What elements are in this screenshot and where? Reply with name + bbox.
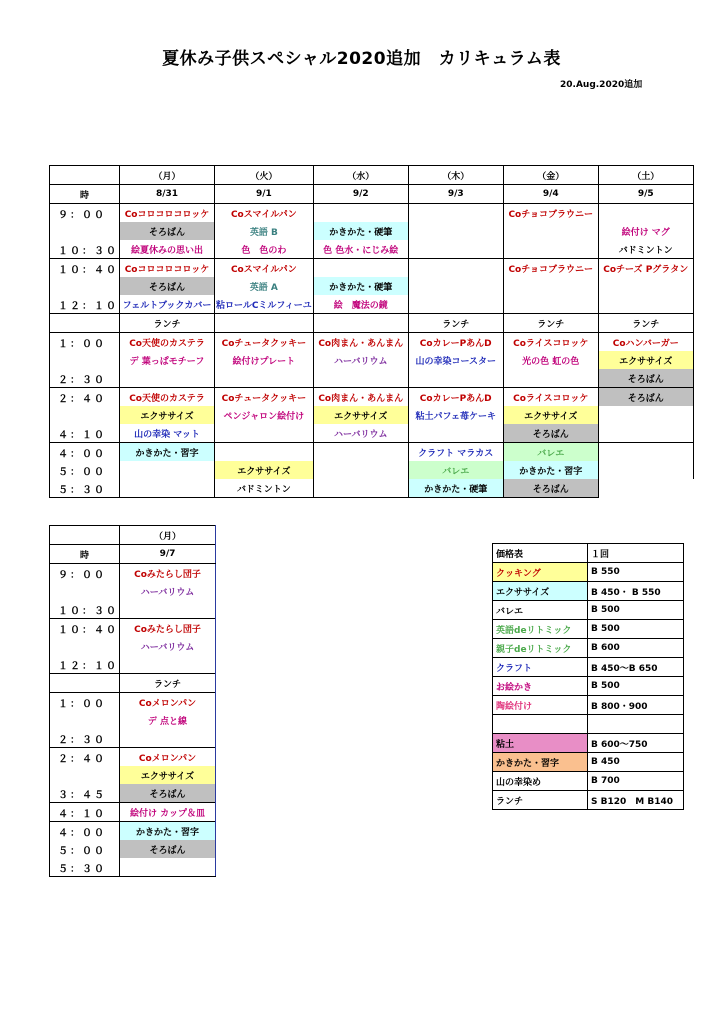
page-title: 夏休み子供スペシャル2020追加 カリキュラム表 — [162, 49, 561, 69]
time-label: ４：００ — [50, 822, 120, 841]
class-cell — [120, 655, 216, 674]
class-cell: そろばん — [120, 784, 216, 803]
price-value: B 700 — [588, 772, 684, 791]
class-cell — [408, 204, 503, 223]
class-cell: Coスマイルパン — [215, 259, 314, 278]
lunch-cell: ランチ — [120, 674, 216, 693]
class-cell — [503, 222, 598, 240]
class-cell: かきかた・硬筆 — [313, 277, 408, 295]
class-cell — [313, 461, 408, 479]
class-cell — [120, 858, 216, 877]
lunch-row — [50, 674, 216, 693]
class-cell: 英語 B — [215, 222, 314, 240]
lunch-row — [50, 314, 694, 333]
price-item: エクササイズ — [493, 582, 588, 601]
time-label: ９：００ — [50, 204, 120, 223]
price-header-row — [493, 544, 684, 563]
class-cell: デ 葉っぱモチーフ — [120, 351, 215, 369]
class-cell: Coスマイルパン — [215, 204, 314, 223]
class-cell — [408, 369, 503, 388]
time-label: １０：３０ — [50, 240, 120, 259]
lunch-cell: ランチ — [598, 314, 693, 333]
price-item: クラフト — [493, 658, 588, 677]
lunch-cell: ランチ — [503, 314, 598, 333]
class-cell: エクササイズ — [215, 461, 314, 479]
class-cell: エクササイズ — [598, 351, 693, 369]
class-cell: そろばん — [120, 222, 215, 240]
class-cell: バレエ — [408, 461, 503, 479]
price-value: B 800・900 — [588, 696, 684, 715]
class-cell: Coみたらし団子 — [120, 564, 216, 583]
price-row — [493, 696, 684, 715]
day-header-row — [50, 166, 694, 185]
class-cell: 絵付けプレート — [215, 351, 314, 369]
table-row — [50, 369, 694, 388]
date-cell: 9/1 — [215, 185, 314, 204]
class-cell — [598, 424, 693, 443]
price-row — [493, 639, 684, 658]
price-header-label: 価格表 — [493, 544, 588, 563]
price-header-unit: １回 — [588, 544, 684, 563]
price-row — [493, 658, 684, 677]
class-cell: CoカレーPあんD — [408, 388, 503, 407]
day-sat: （土） — [598, 166, 693, 185]
table-row — [50, 204, 694, 223]
time-label: ５：００ — [50, 461, 120, 479]
class-cell: Coハンバーガー — [598, 333, 693, 352]
table-row — [50, 637, 216, 655]
time-label: ４：１０ — [50, 424, 120, 443]
price-row — [493, 734, 684, 753]
class-cell: Coチョコブラウニー — [503, 259, 598, 278]
time-label: １２：１０ — [50, 295, 120, 314]
class-cell — [120, 479, 215, 498]
class-cell: エクササイズ — [120, 406, 215, 424]
table-row — [50, 729, 216, 748]
price-value — [588, 715, 684, 734]
price-value: B 550 — [588, 563, 684, 582]
table-row — [50, 619, 216, 638]
table-row — [50, 822, 216, 841]
price-value: S B120 M B140 — [588, 791, 684, 810]
time-label: ３：４５ — [50, 784, 120, 803]
class-cell — [120, 369, 215, 388]
class-cell — [408, 259, 503, 278]
day-thu: （木） — [408, 166, 503, 185]
price-row — [493, 772, 684, 791]
class-cell: エクササイズ — [120, 766, 216, 784]
table-row — [50, 840, 216, 858]
class-cell: Co天使のカステラ — [120, 333, 215, 352]
day-wed: （水） — [313, 166, 408, 185]
date-cell: 9/4 — [503, 185, 598, 204]
class-cell — [503, 277, 598, 295]
class-cell: 山の幸染 マット — [120, 424, 215, 443]
table-row — [50, 333, 694, 352]
monday-schedule-table — [49, 525, 216, 877]
day-mon: （月） — [120, 166, 215, 185]
price-item: かきかた・習字 — [493, 753, 588, 772]
table-row — [50, 803, 216, 822]
class-cell: そろばん — [120, 840, 216, 858]
price-value: B 500 — [588, 620, 684, 639]
class-cell: Coライスコロッケ — [503, 388, 598, 407]
table-row — [50, 784, 216, 803]
class-cell — [313, 369, 408, 388]
time-label: ９：００ — [50, 564, 120, 583]
date-cell: 9/7 — [120, 545, 216, 564]
price-value: B 450～B 650 — [588, 658, 684, 677]
class-cell: Coチュータクッキー — [215, 388, 314, 407]
class-cell: そろばん — [598, 388, 693, 407]
table-row — [50, 443, 694, 462]
class-cell: Coライスコロッケ — [503, 333, 598, 352]
time-label: ２：４０ — [50, 388, 120, 407]
table-row — [50, 564, 216, 583]
class-cell — [313, 443, 408, 462]
class-cell — [215, 424, 314, 443]
table-row — [50, 222, 694, 240]
table-row — [50, 351, 694, 369]
class-cell: バドミントン — [215, 479, 314, 498]
class-cell: バレエ — [503, 443, 598, 462]
class-cell — [408, 277, 503, 295]
class-cell: そろばん — [598, 369, 693, 388]
time-label: ５：３０ — [50, 479, 120, 498]
class-cell: 絵夏休みの思い出 — [120, 240, 215, 259]
table-row — [50, 711, 216, 729]
price-row — [493, 715, 684, 734]
time-label: １：００ — [50, 693, 120, 712]
class-cell — [408, 295, 503, 314]
time-label: １０：４０ — [50, 619, 120, 638]
table-row — [50, 479, 694, 498]
price-item: 山の幸染め — [493, 772, 588, 791]
class-cell: 山の幸染コースター — [408, 351, 503, 369]
price-row — [493, 677, 684, 696]
time-label: １０：３０ — [50, 600, 120, 619]
class-cell: 粘ロールCミルフィーユ — [215, 295, 314, 314]
class-cell: Coメロンパン — [120, 693, 216, 712]
table-row — [50, 259, 694, 278]
class-cell: デ 点と線 — [120, 711, 216, 729]
class-cell: Co肉まん・あんまん — [313, 333, 408, 352]
class-cell: 絵 魔法の鏡 — [313, 295, 408, 314]
price-row — [493, 753, 684, 772]
class-cell — [503, 369, 598, 388]
class-cell — [598, 443, 693, 462]
price-item: ランチ — [493, 791, 588, 810]
class-cell: ペンジャロン絵付け — [215, 406, 314, 424]
time-header: 時 — [50, 185, 120, 204]
weekly-schedule-table — [49, 165, 694, 498]
class-cell: Coチーズ Pグラタン — [598, 259, 693, 278]
price-item — [493, 715, 588, 734]
class-cell: Coチュータクッキー — [215, 333, 314, 352]
class-cell — [503, 295, 598, 314]
price-value: B 450・ B 550 — [588, 582, 684, 601]
day-tue: （火） — [215, 166, 314, 185]
class-cell: 粘土パフェ苺ケーキ — [408, 406, 503, 424]
table-row — [50, 424, 694, 443]
lunch-cell: ランチ — [408, 314, 503, 333]
price-value: B 500 — [588, 677, 684, 696]
class-cell — [503, 240, 598, 259]
class-cell: ハーバリウム — [120, 637, 216, 655]
price-table — [492, 543, 684, 810]
class-cell: 色 色水・にじみ絵 — [313, 240, 408, 259]
time-header: 時 — [50, 545, 120, 564]
time-label: ２：４０ — [50, 748, 120, 767]
class-cell: 英語 A — [215, 277, 314, 295]
class-cell: Coメロンパン — [120, 748, 216, 767]
price-item: 親子deリトミック — [493, 639, 588, 658]
price-row — [493, 601, 684, 620]
time-label: ２：３０ — [50, 729, 120, 748]
table-row — [50, 858, 216, 877]
class-cell — [598, 277, 693, 295]
class-cell: Co肉まん・あんまん — [313, 388, 408, 407]
class-cell — [598, 295, 693, 314]
price-item: バレエ — [493, 601, 588, 620]
class-cell: そろばん — [120, 277, 215, 295]
class-cell — [598, 204, 693, 223]
price-item: 陶絵付け — [493, 696, 588, 715]
class-cell: ハーバリウム — [313, 424, 408, 443]
class-cell: エクササイズ — [313, 406, 408, 424]
class-cell — [408, 222, 503, 240]
class-cell — [120, 729, 216, 748]
class-cell: 光の色 虹の色 — [503, 351, 598, 369]
class-cell: かきかた・硬筆 — [408, 479, 503, 498]
class-cell: かきかた・習字 — [503, 461, 598, 479]
table-row — [50, 406, 694, 424]
date-cell: 8/31 — [120, 185, 215, 204]
class-cell: 色 色のわ — [215, 240, 314, 259]
class-cell: クラフト マラカス — [408, 443, 503, 462]
class-cell — [598, 461, 693, 479]
class-cell: 絵付け カップ＆皿 — [120, 803, 216, 822]
time-label: １２：１０ — [50, 655, 120, 674]
class-cell: そろばん — [503, 479, 598, 498]
class-cell: Coコロコロコロッケ — [120, 259, 215, 278]
time-label: ４：００ — [50, 443, 120, 462]
table-row — [50, 655, 216, 674]
class-cell: Co天使のカステラ — [120, 388, 215, 407]
time-label: １：００ — [50, 333, 120, 352]
table-row — [50, 461, 694, 479]
day-mon: （月） — [120, 526, 216, 545]
date-cell: 9/5 — [598, 185, 693, 204]
class-cell — [408, 240, 503, 259]
price-item: クッキング — [493, 563, 588, 582]
price-row — [493, 791, 684, 810]
lunch-cell: ランチ — [120, 314, 215, 333]
time-label: １０：４０ — [50, 259, 120, 278]
class-cell: ハーバリウム — [313, 351, 408, 369]
price-row — [493, 620, 684, 639]
table-row — [50, 693, 216, 712]
table-row — [50, 388, 694, 407]
day-fri: （金） — [503, 166, 598, 185]
class-cell: ハーバリウム — [120, 582, 216, 600]
table-row — [50, 240, 694, 259]
page-subtitle: 20.Aug.2020追加 — [560, 80, 643, 90]
class-cell: 絵付け マグ — [598, 222, 693, 240]
class-cell: フェルトブックカバー — [120, 295, 215, 314]
price-item: 英語deリトミック — [493, 620, 588, 639]
table-row — [50, 748, 216, 767]
table-row — [50, 277, 694, 295]
price-row — [493, 582, 684, 601]
class-cell — [215, 443, 314, 462]
class-cell: かきかた・硬筆 — [313, 222, 408, 240]
class-cell: Coコロコロコロッケ — [120, 204, 215, 223]
table-row — [50, 766, 216, 784]
price-value: B 600～750 — [588, 734, 684, 753]
time-label: ５：３０ — [50, 858, 120, 877]
class-cell — [120, 600, 216, 619]
table-row — [50, 600, 216, 619]
class-cell: Coチョコブラウニー — [503, 204, 598, 223]
class-cell — [313, 479, 408, 498]
class-cell — [120, 461, 215, 479]
table-row — [50, 295, 694, 314]
price-value: B 450 — [588, 753, 684, 772]
class-cell: かきかた・習字 — [120, 443, 215, 462]
class-cell — [408, 424, 503, 443]
class-cell: そろばん — [503, 424, 598, 443]
date-cell: 9/3 — [408, 185, 503, 204]
class-cell: エクササイズ — [503, 406, 598, 424]
date-cell: 9/2 — [313, 185, 408, 204]
class-cell: バドミントン — [598, 240, 693, 259]
price-item: お絵かき — [493, 677, 588, 696]
class-cell: かきかた・習字 — [120, 822, 216, 841]
class-cell — [313, 204, 408, 223]
table-row — [50, 582, 216, 600]
price-item: 粘土 — [493, 734, 588, 753]
class-cell — [598, 406, 693, 424]
class-cell: CoカレーPあんD — [408, 333, 503, 352]
class-cell: Coみたらし団子 — [120, 619, 216, 638]
class-cell — [215, 369, 314, 388]
time-label: ５：００ — [50, 840, 120, 858]
price-row — [493, 563, 684, 582]
time-label: ４：１０ — [50, 803, 120, 822]
price-value: B 600 — [588, 639, 684, 658]
class-cell — [313, 259, 408, 278]
time-label: ２：３０ — [50, 369, 120, 388]
price-value: B 500 — [588, 601, 684, 620]
date-header-row — [50, 185, 694, 204]
